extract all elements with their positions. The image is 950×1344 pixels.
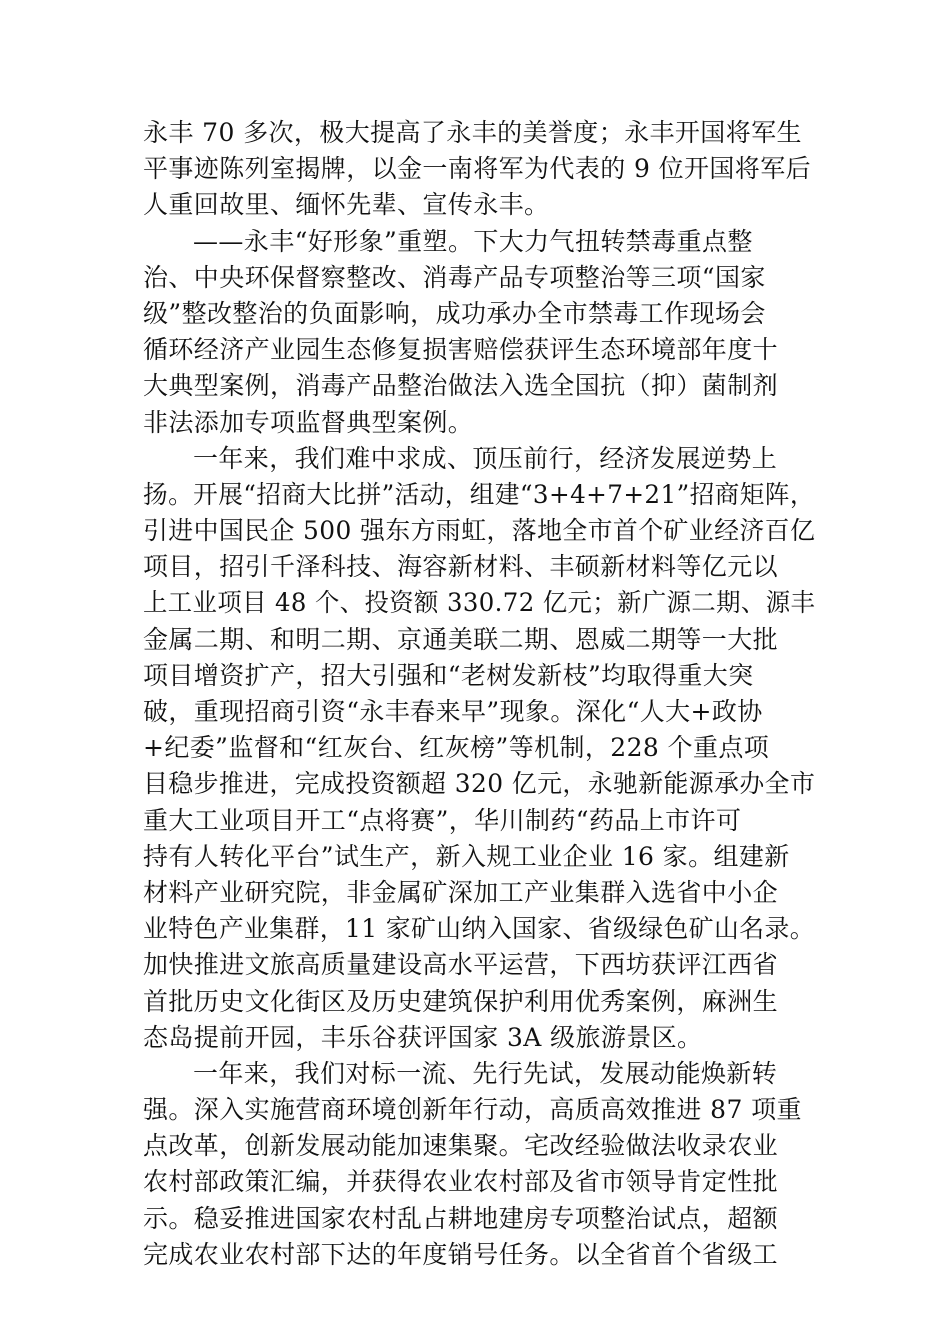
text-line: 永丰 70 多次，极大提高了永丰的美誉度；永丰开国将军生 — [143, 118, 802, 147]
text-line: 人重回故里、缅怀先辈、宣传永丰。 — [143, 190, 550, 220]
text-line: 完成农业农村部下达的年度销号任务。以全省首个省级工 — [143, 1239, 779, 1269]
text-line: 非法添加专项监督典型案例。 — [143, 407, 474, 437]
text-line: 目稳步推进，完成投资额超 320 亿元，永驰新能源承办全市 — [143, 769, 816, 799]
text-line: 循环经济产业园生态修复损害赔偿获评生态环境部年度十 — [143, 335, 779, 365]
text-line: 加快推进文旅高质量建设高水平运营，下西坊获评江西省 — [143, 950, 779, 980]
text-line: 项目，招引千泽科技、海容新材料、丰硕新材料等亿元以 — [143, 552, 779, 582]
text-line: 点改革，创新发展动能加速集聚。宅改经验做法收录农业 — [143, 1131, 779, 1161]
text-line: +纪委”监督和“红灰台、红灰榜”等机制，228 个重点项 — [143, 733, 770, 763]
text-line: 引进中国民企 500 强东方雨虹，落地全市首个矿业经济百亿 — [143, 516, 816, 546]
text-line: 大典型案例，消毒产品整治做法入选全国抗（抑）菌制剂 — [143, 371, 779, 401]
text-line: 持有人转化平台”试生产，新入规工业企业 16 家。组建新 — [143, 841, 790, 871]
text-line: 破，重现招商引资“永丰春来早”现象。深化“人大+政协 — [143, 697, 763, 726]
text-line: 项目增资扩产，招大引强和“老树发新枝”均取得重大突 — [143, 660, 754, 690]
text-line: 首批历史文化街区及历史建筑保护利用优秀案例，麻洲生 — [143, 986, 779, 1016]
text-line: 治、中央环保督察整改、消毒产品专项整治等三项“国家 — [143, 262, 766, 292]
text-line: 平事迹陈列室揭牌，以金一南将军为代表的 9 位开国将军后 — [143, 154, 812, 184]
body-text — [143, 115, 815, 1273]
text-line: 一年来，我们难中求成、顶压前行，经济发展逆势上 — [193, 443, 778, 473]
text-line: 态岛提前开园，丰乐谷获评国家 3A 级旅游景区。 — [143, 1022, 703, 1052]
text-line: 强。深入实施营商环境创新年行动，高质高效推进 87 项重 — [143, 1095, 802, 1125]
text-line: 一年来，我们对标一流、先行先试，发展动能焕新转 — [193, 1058, 778, 1088]
text-line: 级”整改整治的负面影响，成功承办全市禁毒工作现场会 — [143, 298, 766, 328]
text-line: 农村部政策汇编，并获得农业农村部及省市领导肯定性批 — [143, 1167, 779, 1197]
text-line: ——永丰“好形象”重塑。下大力气扭转禁毒重点整 — [193, 226, 753, 256]
text-line: 示。稳妥推进国家农村乱占耕地建房专项整治试点，超额 — [143, 1203, 779, 1233]
text-line: 扬。开展“招商大比拼”活动，组建“3+4+7+21”招商矩阵， — [143, 479, 815, 509]
text-line: 上工业项目 48 个、投资额 330.72 亿元；新广源二期、源丰 — [143, 588, 816, 618]
text-line: 材料产业研究院，非金属矿深加工产业集群入选省中小企 — [143, 877, 779, 907]
text-line: 重大工业项目开工“点将赛”，华川制药“药品上市许可 — [143, 805, 742, 835]
text-line: 业特色产业集群，11 家矿山纳入国家、省级绿色矿山名录。 — [143, 914, 815, 944]
text-line: 金属二期、和明二期、京通美联二期、恩威二期等一大批 — [143, 624, 779, 654]
